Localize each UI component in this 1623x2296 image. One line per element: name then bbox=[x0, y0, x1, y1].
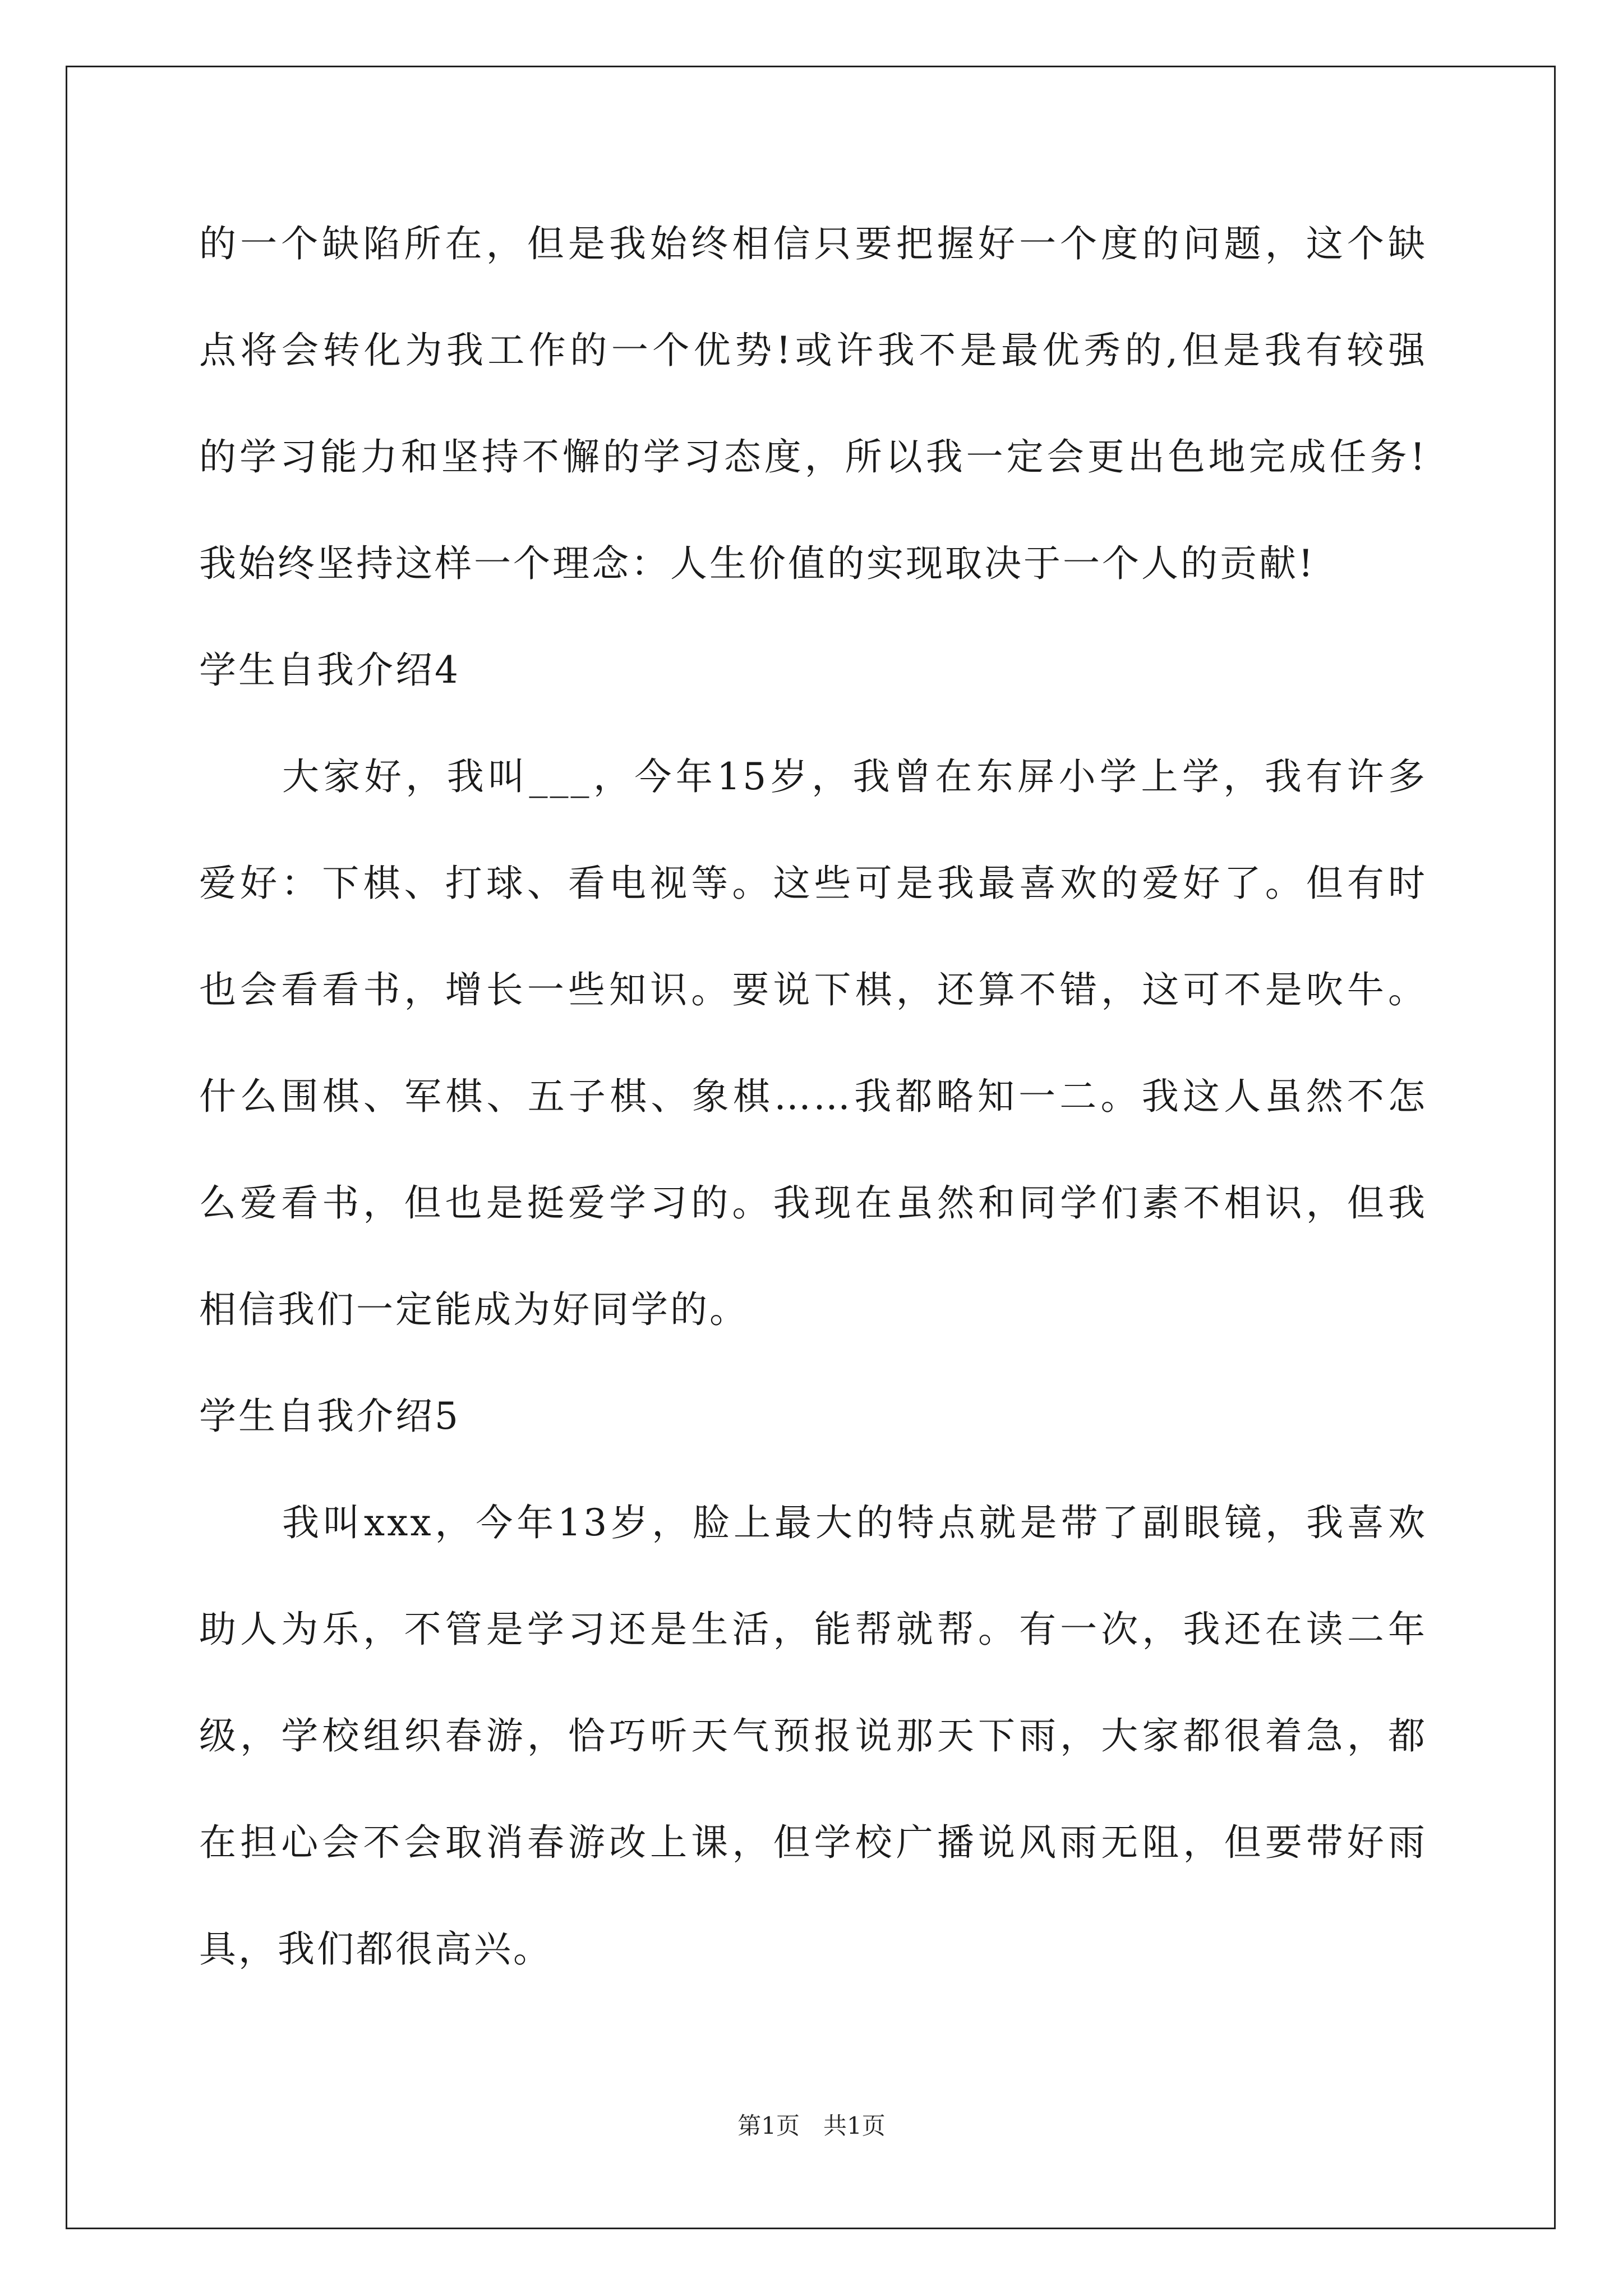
paragraph-line: 相信我们一定能成为好同学的。 bbox=[199, 1288, 749, 1331]
section-heading: 学生自我介绍5 bbox=[199, 1395, 460, 1438]
paragraph-line: 么爱看书，但也是挺爱学习的。我现在虽然和同学们素不相识，但我 bbox=[199, 1181, 1427, 1225]
paragraph-line: 也会看看书，增长一些知识。要说下棋，还算不错，这可不是吹牛。 bbox=[199, 968, 1427, 1011]
paragraph-line: 级，学校组织春游，恰巧听天气预报说那天下雨，大家都很着急，都 bbox=[199, 1714, 1427, 1757]
document-body bbox=[199, 213, 1427, 2025]
paragraph-first-line: 我叫xxx，今年13岁，脸上最大的特点就是带了副眼镜，我喜欢 bbox=[282, 1501, 1427, 1544]
paragraph-line: 助人为乐，不管是学习还是生活，能帮就帮。有一次，我还在读二年 bbox=[199, 1608, 1427, 1651]
paragraph-line: 在担心会不会取消春游改上课，但学校广播说风雨无阻，但要带好雨 bbox=[199, 1821, 1427, 1864]
paragraph-line: 的学习能力和坚持不懈的学习态度，所以我一定会更出色地完成任务! bbox=[199, 435, 1427, 478]
section-heading: 学生自我介绍4 bbox=[199, 648, 460, 692]
page-number-footer: 第1页 共1页 bbox=[737, 2112, 886, 2139]
paragraph-line: 我始终坚持这样一个理念：人生价值的实现取决于一个人的贡献! bbox=[199, 542, 1316, 585]
paragraph-line: 具，我们都很高兴。 bbox=[199, 1927, 552, 1971]
paragraph-line: 的一个缺陷所在，但是我始终相信只要把握好一个度的问题，这个缺 bbox=[199, 222, 1427, 265]
paragraph-line: 点将会转化为我工作的一个优势!或许我不是最优秀的,但是我有较强 bbox=[199, 329, 1427, 372]
paragraph-line: 什么围棋、军棋、五子棋、象棋……我都略知一二。我这人虽然不怎 bbox=[199, 1075, 1427, 1118]
paragraph-line: 爱好：下棋、打球、看电视等。这些可是我最喜欢的爱好了。但有时 bbox=[199, 862, 1427, 905]
paragraph-first-line: 大家好，我叫___，今年15岁，我曾在东屏小学上学，我有许多 bbox=[282, 755, 1427, 798]
